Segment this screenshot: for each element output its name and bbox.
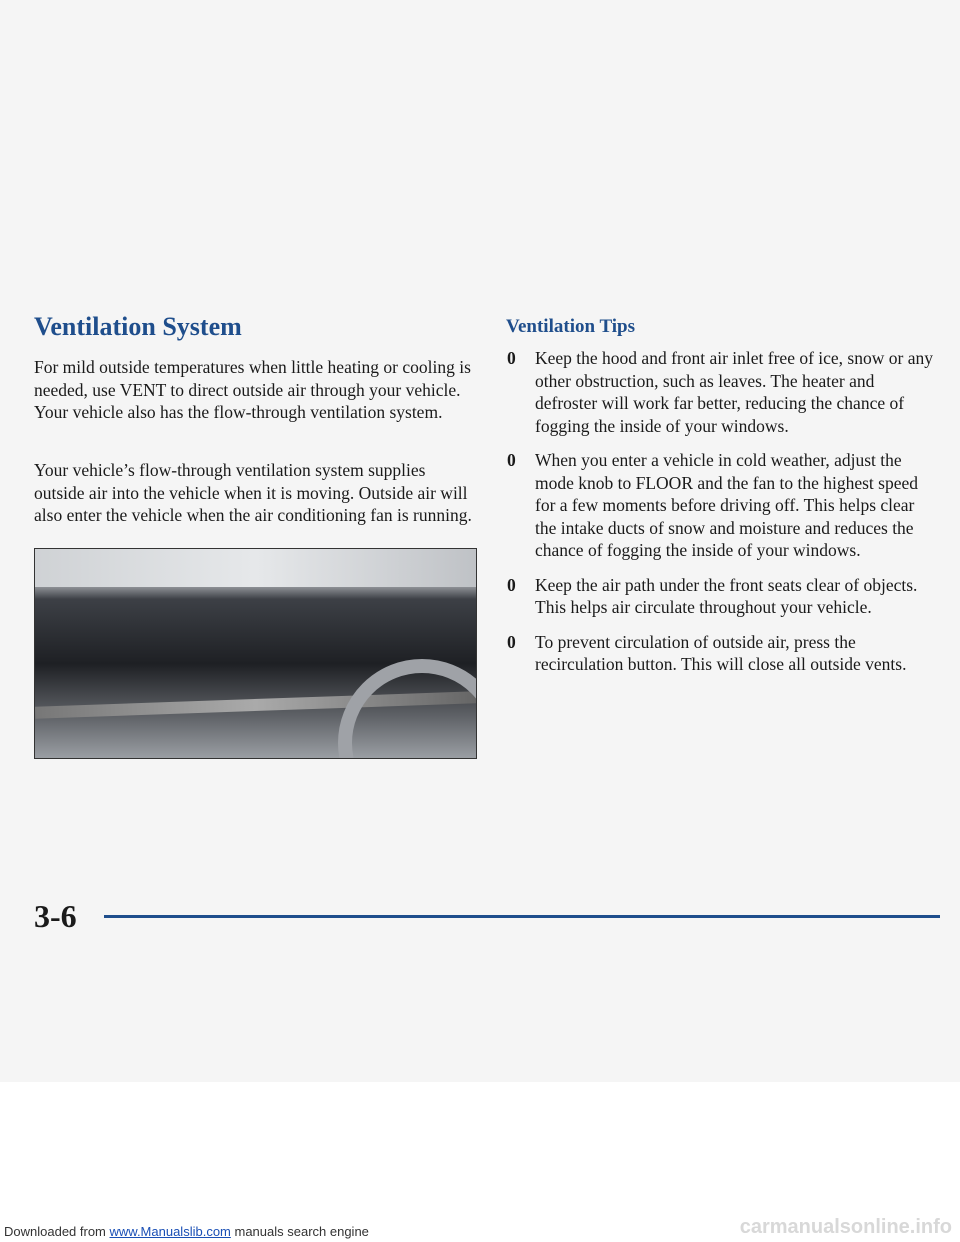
flow-through-paragraph: Your vehicle’s flow-through ventilation system supplies outside air into the vehicle when it is moving. Outside air will also enter the vehicle when the air conditioning fan is running. [34, 460, 472, 525]
footer-rule [104, 915, 940, 918]
photo-dash-curve [338, 659, 477, 759]
bullet-marker: 0 [507, 348, 516, 368]
tip-text: To prevent circulation of outside air, press the recirculation button. This will close all outside vents. [535, 631, 907, 674]
tip-text: When you enter a vehicle in cold weather, adjust the mode knob to FLOOR and the fan to the highest speed for a few moments before driving off. This helps clear the intake ducts of snow and moisture and reduces the chance of fogging the inside of your windows. [535, 450, 918, 560]
intro-paragraph: For mild outside temperatures when little heating or cooling is needed, use VENT to direct outside air through your vehicle. Your vehicle also has the flow-through ventilation system. [34, 357, 471, 422]
watermark: carmanualsonline.info [739, 1216, 952, 1238]
photo-windshield-glare [35, 549, 476, 587]
section-heading: Ventilation System [34, 312, 242, 341]
tip-text: Keep the hood and front air inlet free of ice, snow or any other obstruction, such as leaves. The heater and defroster will work far better, reducing the chance of fogging the inside of your windows. [535, 348, 933, 436]
footer-suffix: manuals search engine [230, 1224, 369, 1239]
footer-prefix: Downloaded from [4, 1224, 110, 1239]
tip-text: Keep the air path under the front seats clear of objects. This helps air circulate throughout your vehicle. [535, 574, 918, 617]
list-item [506, 574, 940, 619]
list-item [506, 631, 940, 676]
download-footer [4, 1224, 369, 1239]
bullet-marker: 0 [507, 574, 516, 595]
list-item [506, 449, 940, 562]
page-number: 3-6 [34, 898, 77, 934]
bullet-marker: 0 [507, 450, 516, 470]
tips-list [506, 347, 940, 688]
bullet-marker: 0 [507, 631, 516, 652]
list-item [506, 347, 940, 437]
manualslib-link[interactable]: www.Manualslib.com [109, 1224, 231, 1239]
vent-photo [34, 548, 477, 759]
tips-heading: Ventilation Tips [506, 316, 636, 337]
